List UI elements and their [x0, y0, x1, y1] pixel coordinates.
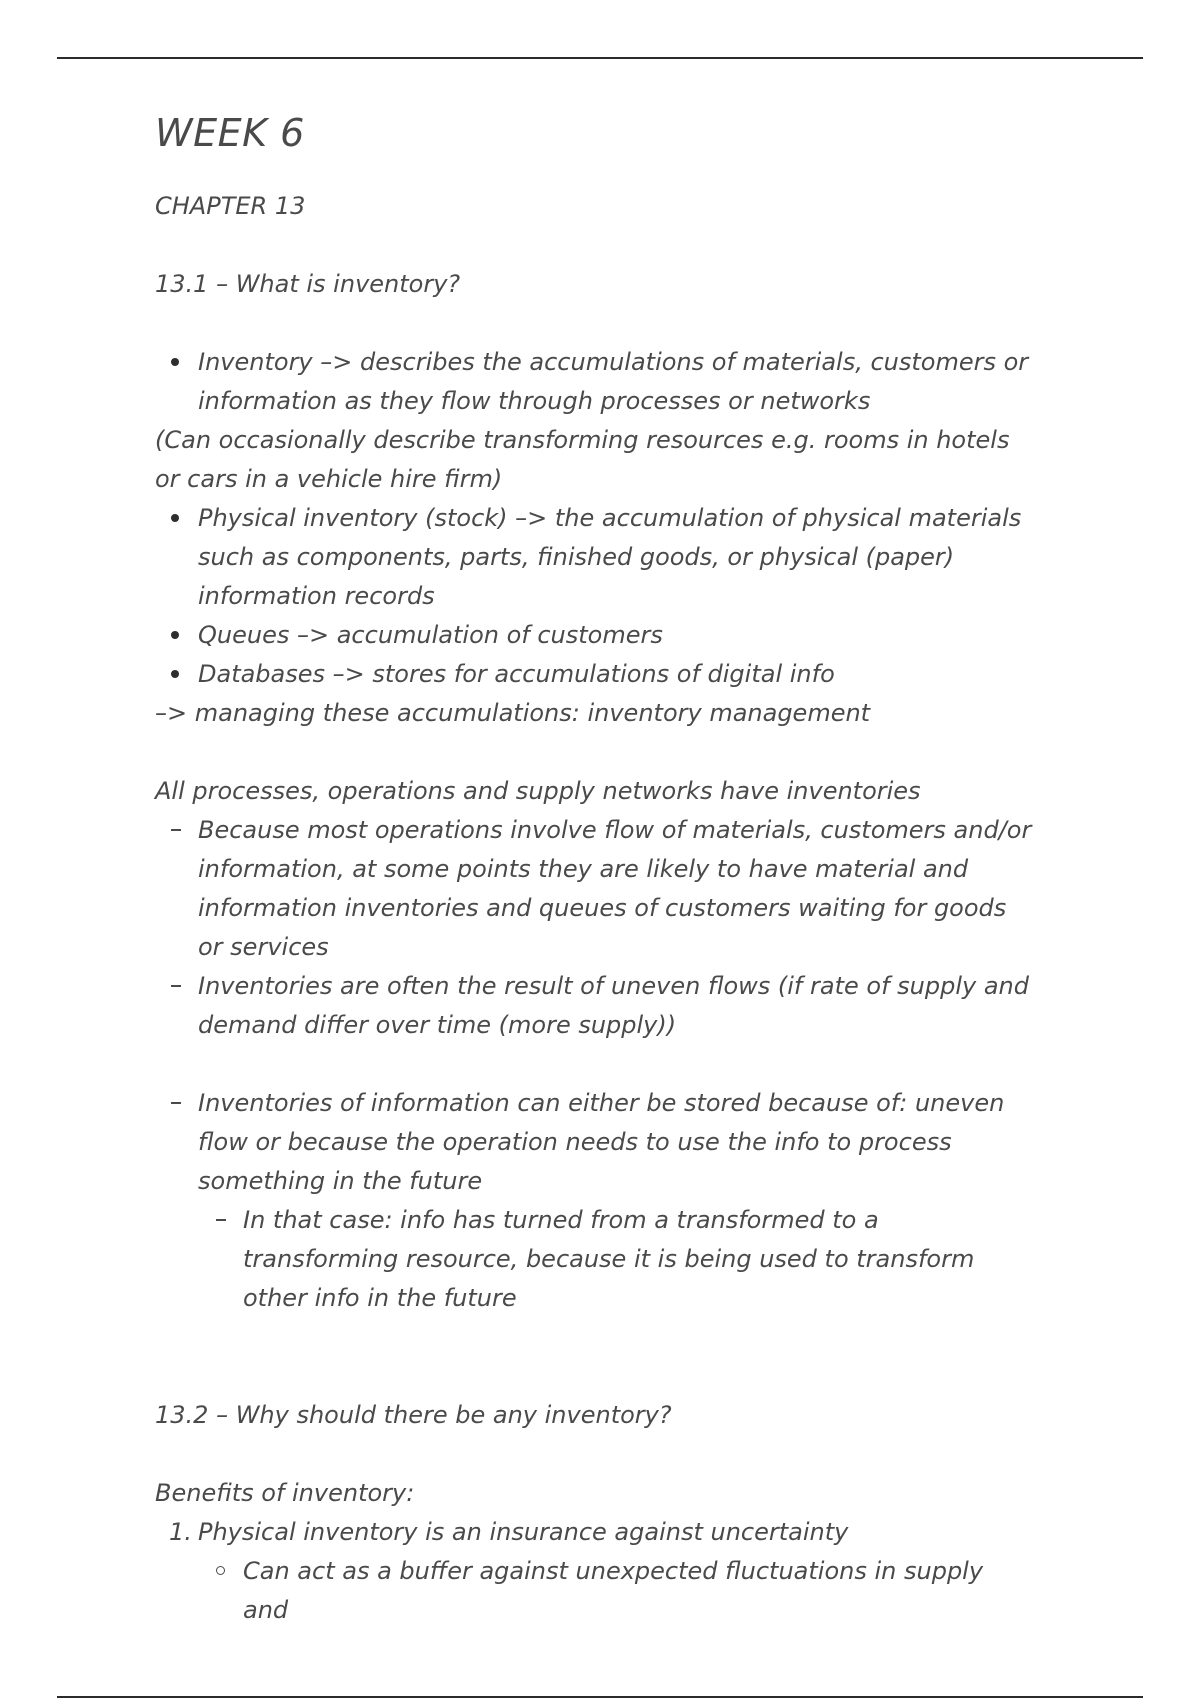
section-1-title: 13.1 – What is inventory? [155, 270, 461, 298]
list-item: Inventory –> describes the accumulations of materials, customers or information as they flow through processes or networks [155, 343, 1035, 421]
dash-list-b [155, 1084, 1035, 1318]
dash-list-a [155, 811, 1035, 1045]
spacer [155, 733, 1035, 772]
bullet-list-b [155, 499, 1035, 694]
spacer [155, 304, 1035, 343]
numbered-list [155, 1513, 1035, 1552]
nested-list-item: In that case: info has turned from a transformed to a transforming resource, because it is being used to transform other info in the future [155, 1201, 1035, 1318]
page-title: WEEK 6 [155, 111, 305, 155]
list-item: Databases –> stores for accumulations of digital info [155, 655, 1035, 694]
top-rule [57, 57, 1143, 59]
numbered-item [155, 1513, 1035, 1552]
list-item: Queues –> accumulation of customers [155, 616, 1035, 655]
all-processes-line: All processes, operations and supply networks have inventories [155, 777, 921, 805]
section-2-title: 13.2 – Why should there be any inventory? [155, 1401, 672, 1429]
spacer [155, 1357, 1035, 1396]
list-item: Physical inventory (stock) –> the accumulation of physical materials such as components, parts, finished goods, or physical (paper) information records [155, 499, 1035, 616]
sub-bullet-list [155, 1552, 1035, 1630]
bullet-list-a [155, 343, 1035, 421]
chapter-label: CHAPTER 13 [155, 192, 306, 220]
nested-list-item: Can act as a buffer against unexpected fluctuations in supply and [155, 1552, 1035, 1630]
bottom-rule [57, 1696, 1143, 1698]
spacer [155, 1435, 1035, 1474]
list-item: Inventories of information can either be stored because of: uneven flow or because the operation needs to use the info to process something in the future [155, 1084, 1035, 1201]
list-number: 1. [169, 1518, 192, 1546]
conclusion-line: –> managing these accumulations: inventory management [155, 699, 871, 727]
spacer [155, 1318, 1035, 1357]
list-item: Inventories are often the result of uneven flows (if rate of supply and demand differ over time (more supply)) [155, 967, 1035, 1045]
benefits-label: Benefits of inventory: [155, 1479, 415, 1507]
spacer [155, 1045, 1035, 1084]
numbered-item-text: Physical inventory is an insurance against uncertainty [198, 1518, 849, 1546]
list-item: Because most operations involve flow of materials, customers and/or information, at some points they are likely to have material and information inventories and queues of customers waiting for goods or services [155, 811, 1035, 967]
note-paragraph: (Can occasionally describe transforming resources e.g. rooms in hotels or cars in a vehicle hire firm) [155, 426, 1010, 493]
document-page [155, 108, 1035, 1630]
